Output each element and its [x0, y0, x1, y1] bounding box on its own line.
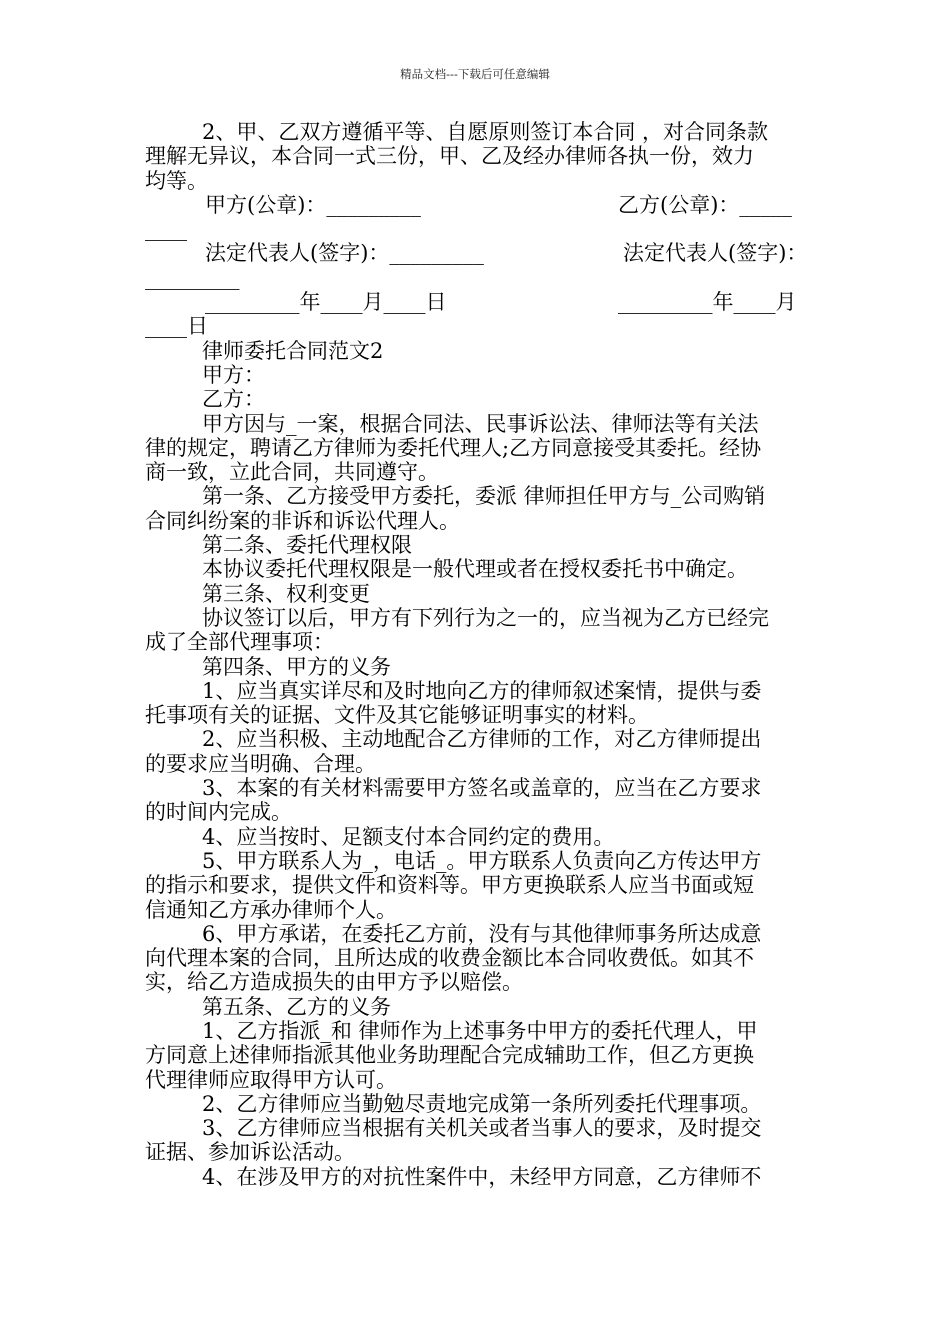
- party-b-seal: 乙方(公章)：_____: [618, 192, 792, 217]
- paragraph-line: 律的规定，聘请乙方律师为委托代理人;乙方同意接受其委托。经协: [145, 435, 762, 460]
- paragraph-line: 成了全部代理事项：: [145, 630, 334, 655]
- party-b-rep-continued: _________: [145, 265, 240, 290]
- party-b-label: 乙方：: [202, 387, 265, 412]
- paragraph-line: 1、乙方指派_和 律师作为上述事务中甲方的委托代理人，甲: [202, 1018, 758, 1043]
- party-b-seal-continued: ____: [145, 217, 187, 242]
- party-b-date: _________年____月: [618, 290, 797, 315]
- signature-rep-row: [145, 241, 815, 265]
- paragraph-line: 2、乙方律师应当勤勉尽责地完成第一条所列委托代理事项。: [202, 1091, 762, 1116]
- paragraph-line: 5、甲方联系人为_，电话_。甲方联系人负责向乙方传达甲方: [202, 848, 762, 873]
- paragraph-line: 3、乙方律师应当根据有关机关或者当事人的要求，及时提交: [202, 1116, 762, 1141]
- party-b-rep: 法定代表人(签字)：: [623, 241, 808, 266]
- clause-heading: 第二条、委托代理权限: [202, 533, 412, 558]
- party-a-date: _________年____月____日: [205, 290, 447, 315]
- paragraph-line: 2、甲、乙双方遵循平等、自愿原则签订本合同 ，对合同条款: [202, 120, 769, 144]
- paragraph-line: 的指示和要求，提供文件和资料等。甲方更换联系人应当书面或短: [145, 873, 754, 898]
- signature-seal-row: [145, 193, 815, 217]
- party-b-date-continued: ____日: [145, 314, 208, 339]
- paragraph-line: 合同纠纷案的非诉和诉讼代理人。: [145, 508, 460, 533]
- paragraph-line: 2、应当积极、主动地配合乙方律师的工作，对乙方律师提出: [202, 727, 762, 752]
- paragraph-line: 协议签订以后，甲方有下列行为之一的，应当视为乙方已经完: [202, 605, 769, 630]
- paragraph-line: 的要求应当明确、合理。: [145, 751, 376, 776]
- section-title: 律师委托合同范文2: [202, 338, 384, 363]
- paragraph-line: 托事项有关的证据、文件及其它能够证明事实的材料。: [145, 703, 649, 728]
- paragraph-line: 均等。: [145, 168, 208, 193]
- paragraph-line: 1、应当真实详尽和及时地向乙方的律师叙述案情，提供与委: [202, 678, 762, 703]
- party-a-seal: 甲方(公章)：_________: [205, 192, 421, 217]
- paragraph-line: 6、甲方承诺，在委托乙方前，没有与其他律师事务所达成意: [202, 921, 762, 946]
- paragraph-line: 方同意上述律师指派其他业务助理配合完成辅助工作，但乙方更换: [145, 1043, 754, 1068]
- paragraph-line: 代理律师应取得甲方认可。: [145, 1067, 397, 1092]
- paragraph-line: 4、应当按时、足额支付本合同约定的费用。: [202, 824, 615, 849]
- party-a-label: 甲方：: [202, 362, 265, 387]
- clause-heading: 第五条、乙方的义务: [202, 994, 391, 1019]
- party-a-rep: 法定代表人(签字)：_________: [205, 241, 484, 266]
- paragraph-line: 实，给乙方造成损失的由甲方予以赔偿。: [145, 970, 523, 995]
- clause-heading: 第三条、权利变更: [202, 581, 370, 606]
- paragraph-line: 信通知乙方承办律师个人。: [145, 897, 397, 922]
- signature-date-row: [145, 290, 815, 314]
- clause-heading: 第四条、甲方的义务: [202, 654, 391, 679]
- page-header: 精品文档---下载后可任意编辑: [400, 67, 550, 81]
- paragraph-line: 3、本案的有关材料需要甲方签名或盖章的，应当在乙方要求: [202, 776, 762, 801]
- paragraph-line: 商一致，立此合同，共同遵守。: [145, 460, 439, 485]
- paragraph-line: 4、在涉及甲方的对抗性案件中，未经甲方同意，乙方律师不: [202, 1164, 762, 1189]
- paragraph-line: 的时间内完成。: [145, 800, 292, 825]
- paragraph-line: 本协议委托代理权限是一般代理或者在授权委托书中确定。: [202, 557, 748, 582]
- paragraph-line: 向代理本案的合同，且所达成的收费金额比本合同收费低。如其不: [145, 946, 754, 971]
- document-body: [145, 120, 815, 1189]
- paragraph-line: 甲方因与_一案，根据合同法、民事诉讼法、律师法等有关法: [202, 411, 759, 436]
- paragraph-line: 理解无异议，本合同一式三份，甲、乙及经办律师各执一份，效力: [145, 144, 754, 169]
- paragraph-line: 证据、参加诉讼活动。: [145, 1140, 355, 1165]
- paragraph-line: 第一条、乙方接受甲方委托，委派 律师担任甲方与_公司购销: [202, 484, 766, 509]
